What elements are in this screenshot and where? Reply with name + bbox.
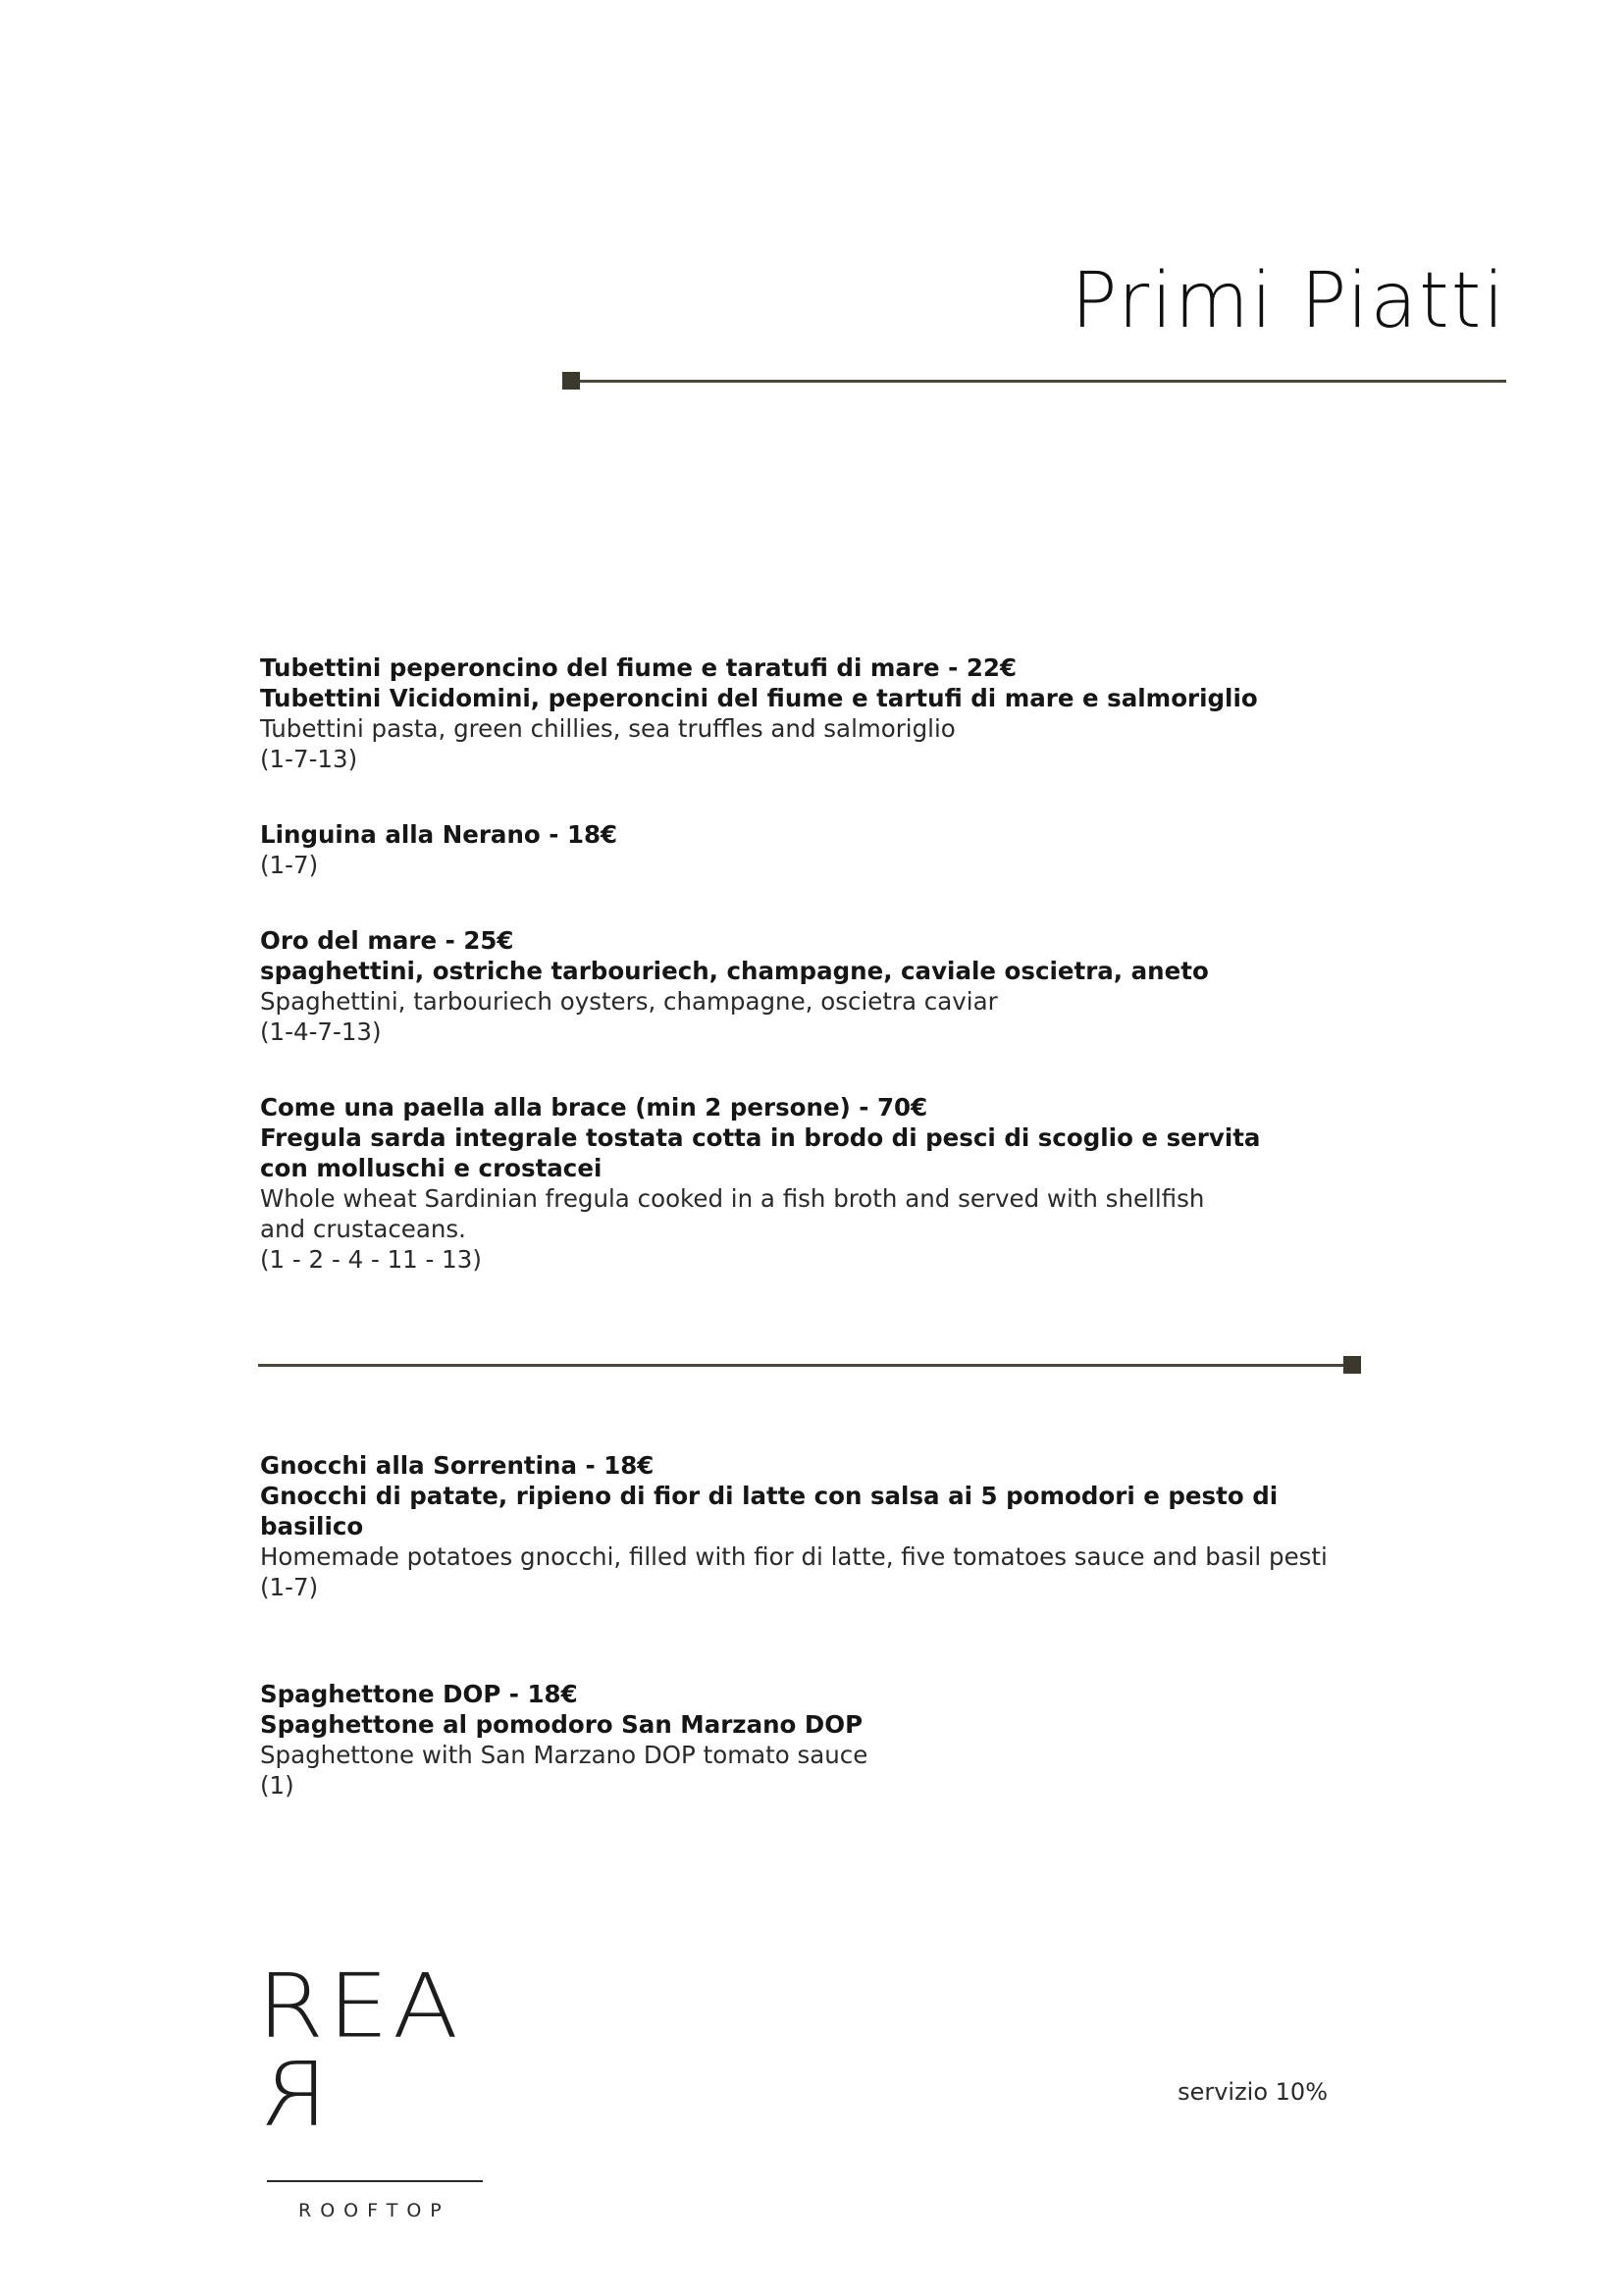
dish-allergens: (1-4-7-13): [260, 1018, 382, 1046]
dish-allergens: (1 - 2 - 4 - 11 - 13): [260, 1245, 482, 1274]
dish-english-description: Spaghettone with San Marzano DOP tomato sauce: [260, 1741, 868, 1769]
logo-underline: [267, 2180, 483, 2182]
dish-name: Tubettini peperoncino del fiume e taratufi di mare - 22€: [260, 653, 1017, 682]
dish-italian-description: Spaghettone al pomodoro San Marzano DOP: [260, 1710, 864, 1739]
service-charge-note: servizio 10%: [1178, 2078, 1328, 2106]
dish-name: Linguina alla Nerano - 18€: [260, 820, 618, 849]
page-title: Primi Piatti: [1071, 257, 1506, 345]
menu-section-1: [260, 652, 1388, 1320]
divider-square-icon: [1343, 1356, 1361, 1374]
dish-allergens: (1-7): [260, 1573, 319, 1601]
dish-english-description: Tubettini pasta, green chillies, sea truffles and salmoriglio: [260, 714, 956, 743]
logo-mirrored-letter: R: [257, 2043, 329, 2147]
logo-subtitle: ROOFTOP: [298, 2200, 450, 2221]
dish-allergens: (1): [260, 1771, 294, 1800]
dish-name: Gnocchi alla Sorrentina - 18€: [260, 1451, 655, 1480]
dish-english-description: Homemade potatoes gnocchi, filled with fior di latte, five tomatoes sauce and basil pesti: [260, 1542, 1328, 1571]
title-divider: [564, 380, 1506, 383]
dish-italian-description: Gnocchi di patate, ripieno di fior di latte con salsa ai 5 pomodori e pesto di basilico: [260, 1482, 1279, 1540]
section-divider: [258, 1364, 1359, 1367]
dish-item: [260, 1679, 1388, 1800]
dish-item: [260, 1092, 1388, 1275]
logo-wordmark: [257, 1955, 512, 2147]
dish-item: [260, 1450, 1388, 1602]
dish-italian-description: Fregula sarda integrale tostata cotta in brodo di pesci di scoglio e servita con molluschi e crostacei: [260, 1123, 1261, 1182]
dish-allergens: (1-7): [260, 851, 319, 879]
logo-letters: REA: [257, 1955, 463, 2059]
dish-item: [260, 819, 1388, 880]
dish-name: Oro del mare - 25€: [260, 926, 514, 955]
divider-square-icon: [562, 372, 580, 390]
dish-italian-description: spaghettini, ostriche tarbouriech, champagne, caviale oscietra, aneto: [260, 957, 1209, 985]
dish-allergens: (1-7-13): [260, 745, 358, 773]
dish-item: [260, 652, 1388, 774]
menu-section-2: [260, 1450, 1388, 1877]
dish-english-description: Spaghettini, tarbouriech oysters, champagne, oscietra caviar: [260, 987, 998, 1016]
dish-item: [260, 925, 1388, 1047]
dish-english-description: Whole wheat Sardinian fregula cooked in a fish broth and served with shellfish and crustaceans.: [260, 1184, 1205, 1243]
rear-rooftop-logo: [257, 1955, 512, 2221]
dish-name: Come una paella alla brace (min 2 persone) - 70€: [260, 1093, 928, 1122]
dish-name: Spaghettone DOP - 18€: [260, 1680, 578, 1708]
dish-italian-description: Tubettini Vicidomini, peperoncini del fiume e tartufi di mare e salmoriglio: [260, 684, 1258, 712]
